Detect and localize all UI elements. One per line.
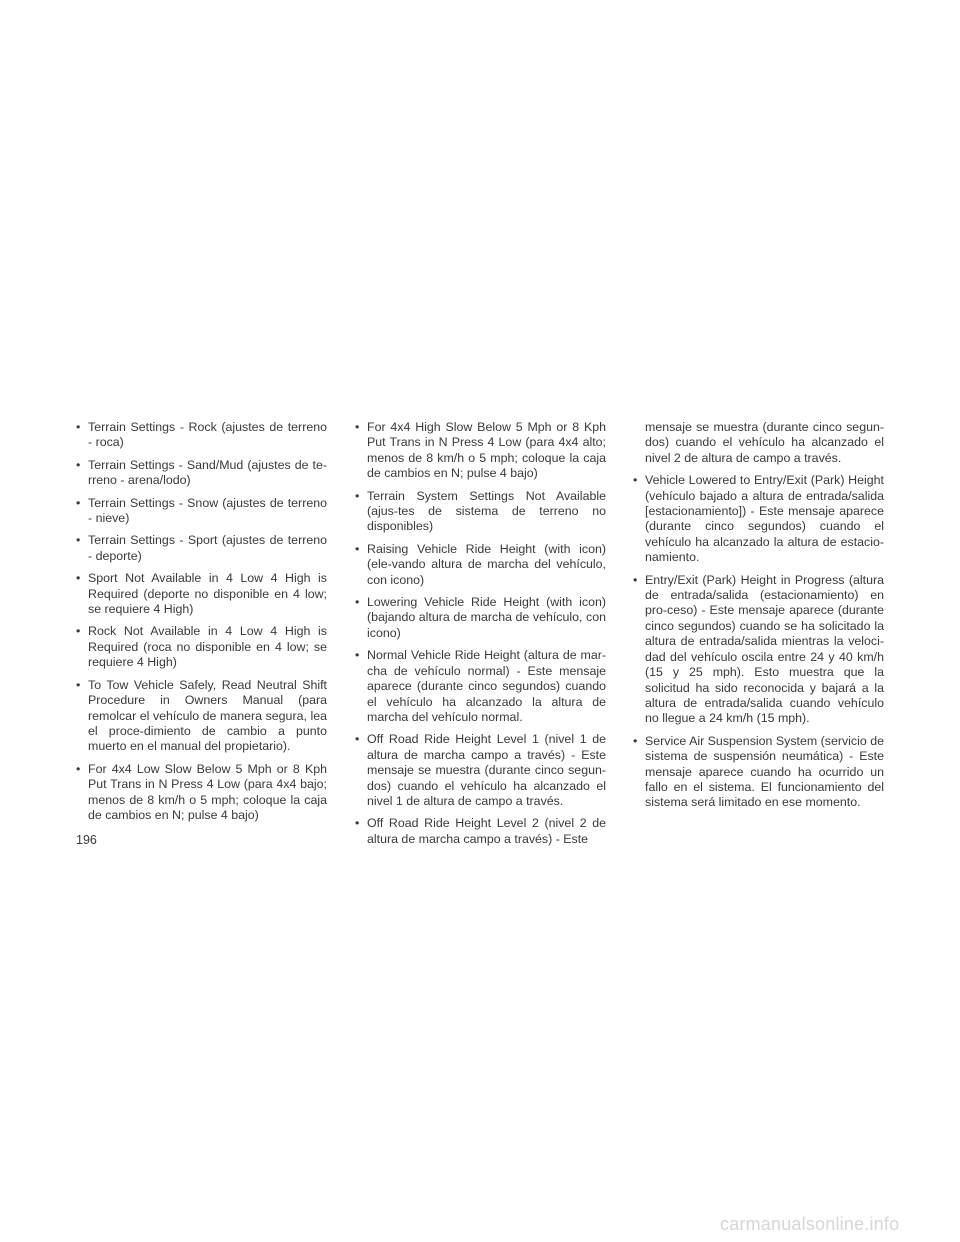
list-item: • Rock Not Available in 4 Low 4 High is Required (roca no disponible en 4 low; se requiere 4 High) — [76, 624, 327, 670]
list-item: • Terrain Settings - Rock (ajustes de terreno - roca) — [76, 420, 327, 450]
column-right — [633, 420, 884, 818]
bullet-icon: • — [633, 572, 638, 587]
bullet-icon: • — [355, 420, 360, 434]
page-number: 196 — [76, 833, 97, 847]
list-item: • Lowering Vehicle Ride Height (with icon) (bajando altura de marcha de vehículo, con icono) — [355, 595, 606, 640]
list-item: • Terrain System Settings Not Available (ajus-tes de sistema de terreno no disponibles) — [355, 488, 606, 534]
bullet-icon: • — [76, 420, 81, 434]
column-left — [76, 420, 327, 830]
bullet-icon: • — [76, 495, 81, 510]
bullet-icon: • — [355, 595, 360, 610]
list-item: • Off Road Ride Height Level 2 (nivel 2 de altura de marcha campo a través) - Este — [355, 816, 606, 846]
bullet-icon: • — [76, 457, 81, 472]
list-item: • Terrain Settings - Snow (ajustes de terreno - nieve) — [76, 495, 327, 526]
bullet-icon: • — [355, 488, 360, 503]
list-item: • Terrain Settings - Sand/Mud (ajustes de te-rreno - arena/lodo) — [76, 457, 327, 488]
bullet-icon: • — [355, 732, 360, 747]
list-item: • For 4x4 Low Slow Below 5 Mph or 8 Kph Put Trans in N Press 4 Low (para 4x4 bajo; menos de 8 km/h o 5 mph; coloque la caja de cambios en N; pulse 4 bajo) — [76, 761, 327, 822]
bullet-icon: • — [633, 733, 638, 748]
list-item: • Normal Vehicle Ride Height (altura de mar-cha de vehículo normal) - Este mensaje aparece (durante cinco segundos) cuando el vehículo ha alcanzado la altura de marcha del vehículo normal. — [355, 648, 606, 724]
column-middle — [355, 420, 606, 854]
watermark: carmanualsonline.info — [720, 1214, 900, 1234]
list-item: • Service Air Suspension System (servicio de sistema de suspensión neumática) - Este mensaje aparece cuando ha ocurrido un fallo en el sistema. El funcionamiento del sistema será limitado en ese momento. — [633, 733, 884, 810]
bullet-icon: • — [355, 648, 360, 663]
bullet-icon: • — [76, 624, 81, 639]
list-item: • Off Road Ride Height Level 1 (nivel 1 de altura de marcha campo a través) - Este mensaje se muestra (durante cinco segun-dos) cuando el vehículo ha alcanzado el nivel 1 de altura de campo a través. — [355, 732, 606, 808]
bullet-icon: • — [76, 677, 81, 692]
list-item: • To Tow Vehicle Safely, Read Neutral Shift Procedure in Owners Manual (para remolcar el vehículo de manera segura, lea el proce-dimiento de cambio a punto muerto en el manual del propietario). — [76, 677, 327, 754]
list-item: • Entry/Exit (Park) Height in Progress (altura de entrada/salida (estacionamiento) en pro-ceso) - Este mensaje aparece (durante cinco segundos) cuando se ha solicitado la altura de entrada/salida mientras la veloci-dad del vehículo oscila entre 24 y 40 km/h (15 y 25 mph). Esto muestra que la solicitud ha sido reconocida y bajará a la altura de entrada/salida cuando vehículo no llegue a 24 km/h (15 mph). — [633, 572, 884, 726]
bullet-list — [355, 420, 606, 847]
bullet-icon: • — [76, 533, 81, 548]
list-item: • For 4x4 High Slow Below 5 Mph or 8 Kph Put Trans in N Press 4 Low (para 4x4 alto; menos de 8 km/h o 5 mph; coloque la caja de cambios en N; pulse 4 bajo) — [355, 420, 606, 481]
list-item-continuation: mensaje se muestra (durante cinco segun-dos) cuando el vehículo ha alcanzado el nivel 2 de altura de campo a través. — [645, 420, 884, 465]
list-item: • Vehicle Lowered to Entry/Exit (Park) Height (vehículo bajado a altura de entrada/salida [estacionamiento]) - Este mensaje aparece (durante cinco segundos) cuando el vehículo ha alcanzado la altura de estacio-namiento. — [633, 473, 884, 565]
list-item: • Raising Vehicle Ride Height (with icon) (ele-vando altura de marcha del vehículo, con icono) — [355, 541, 606, 587]
list-item: • Sport Not Available in 4 Low 4 High is Required (deporte no disponible en 4 low; se requiere 4 High) — [76, 571, 327, 617]
bullet-icon: • — [355, 816, 360, 831]
bullet-icon: • — [76, 761, 81, 776]
bullet-icon: • — [76, 571, 81, 586]
bullet-list — [633, 473, 884, 811]
bullet-list — [76, 420, 327, 823]
bullet-icon: • — [355, 541, 360, 556]
bullet-icon: • — [633, 473, 638, 488]
list-item: • Terrain Settings - Sport (ajustes de terreno - deporte) — [76, 533, 327, 563]
